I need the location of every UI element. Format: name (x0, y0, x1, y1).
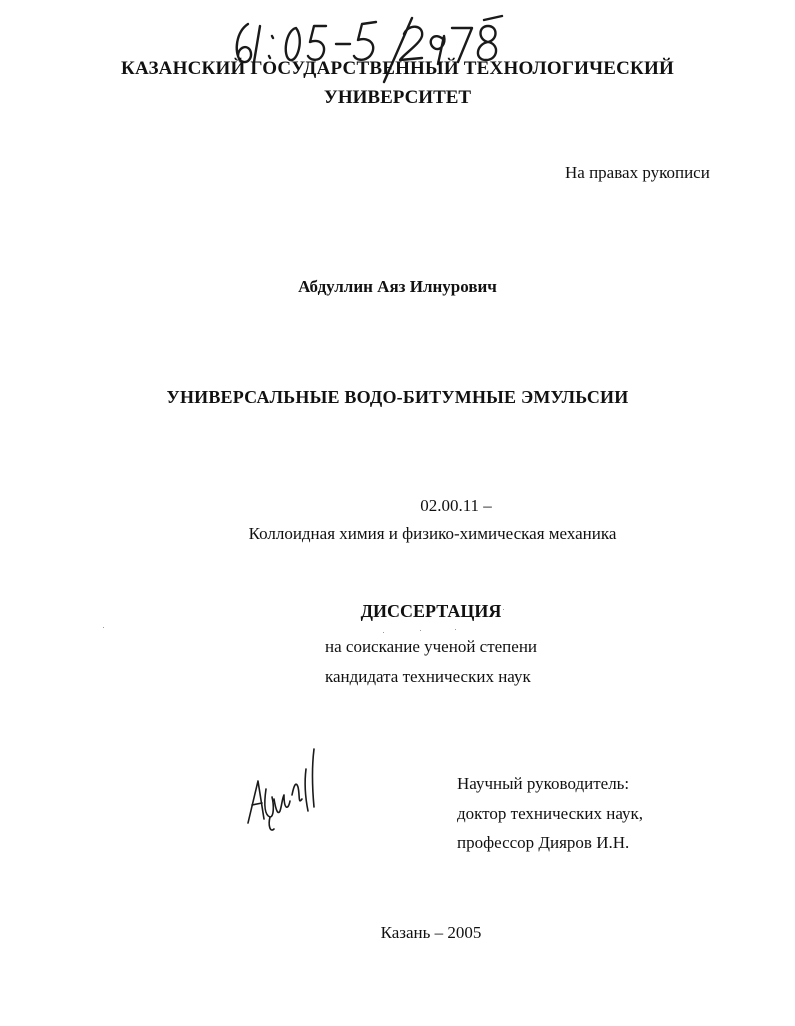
scan-speck (103, 627, 104, 628)
specialty-name: Коллоидная химия и физико-химическая механика (248, 524, 617, 543)
university-name-line1: КАЗАНСКИЙ ГОСУДАРСТВЕННЫЙ ТЕХНОЛОГИЧЕСКИЙ (121, 58, 674, 79)
university-name-line2: УНИВЕРСИТЕТ (323, 87, 472, 108)
scan-speck (383, 632, 384, 633)
author-name: Абдуллин Аяз Илнурович (298, 277, 497, 296)
degree-line2: кандидата технических наук (325, 667, 531, 686)
advisor-label: Научный руководитель: (457, 774, 630, 793)
scan-speck (420, 630, 421, 631)
degree-line1: на соискание ученой степени (325, 637, 538, 656)
advisor-degree: доктор технических наук, (457, 804, 644, 823)
scan-speck (455, 629, 456, 630)
city-year: Казань – 2005 (380, 923, 482, 942)
document-type: ДИССЕРТАЦИЯ (360, 601, 502, 621)
scan-speck (503, 609, 504, 610)
manuscript-rights-note: На правах рукописи (565, 163, 710, 182)
advisor-name: профессор Дияров И.Н. (457, 833, 630, 852)
thesis-title: УНИВЕРСАЛЬНЫЕ ВОДО-БИТУМНЫЕ ЭМУЛЬСИИ (166, 387, 629, 407)
specialty-code: 02.00.11 – (420, 496, 492, 515)
handwritten-signature-icon (244, 745, 324, 835)
